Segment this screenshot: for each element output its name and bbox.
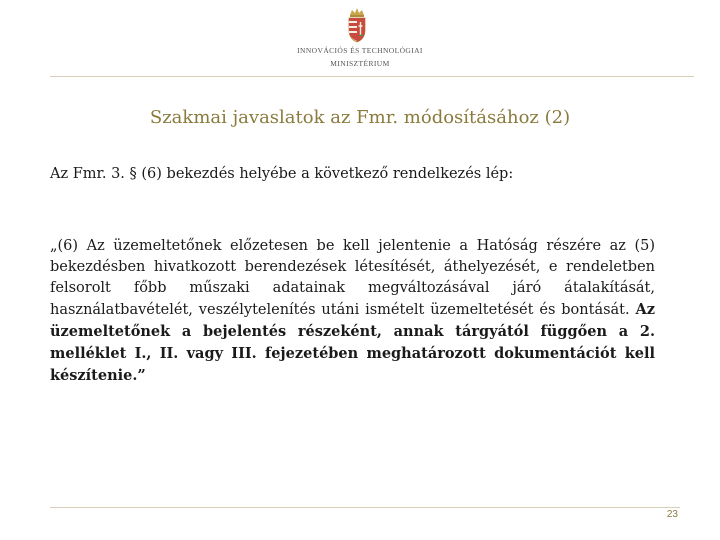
page-number: 23 — [666, 509, 678, 520]
quoted-provision — [50, 236, 655, 387]
header-divider — [50, 76, 694, 77]
ministry-name — [280, 44, 440, 70]
intro-text: Az Fmr. 3. § (6) bekezdés helyébe a következő rendelkezés lép: — [50, 166, 514, 182]
ministry-name-line2: MINISZTÉRIUM — [330, 59, 390, 68]
slide-title: Szakmai javaslatok az Fmr. módosításához (2) — [149, 107, 571, 128]
footer-divider — [50, 507, 680, 508]
ministry-name-line1: INNOVÁCIÓS ÉS TECHNOLÓGIAI — [297, 46, 423, 55]
ministry-logo — [0, 0, 720, 78]
hungarian-coat-of-arms-icon — [342, 6, 372, 44]
quote-normal-text: „(6) Az üzemeltetőnek előzetesen be kell jelentenie a Hatóság részére az (5) bekezdésben hivatkozott berendezések létesítését, áthelyezését, e rendeletben felsorolt főbb műszaki adatainak megváltozásával járó átalakítását, használatbavételét, veszélytelenítés utáni ismételt üzemeltetését és bontását. — [50, 238, 655, 318]
quote-bold-text: Az üzemeltetőnek a bejelentés részeként, annak tárgyától függően a 2. melléklet I., II. vagy III. fejezetében meghatározott dokumentációt kell készítenie.” — [50, 301, 655, 384]
